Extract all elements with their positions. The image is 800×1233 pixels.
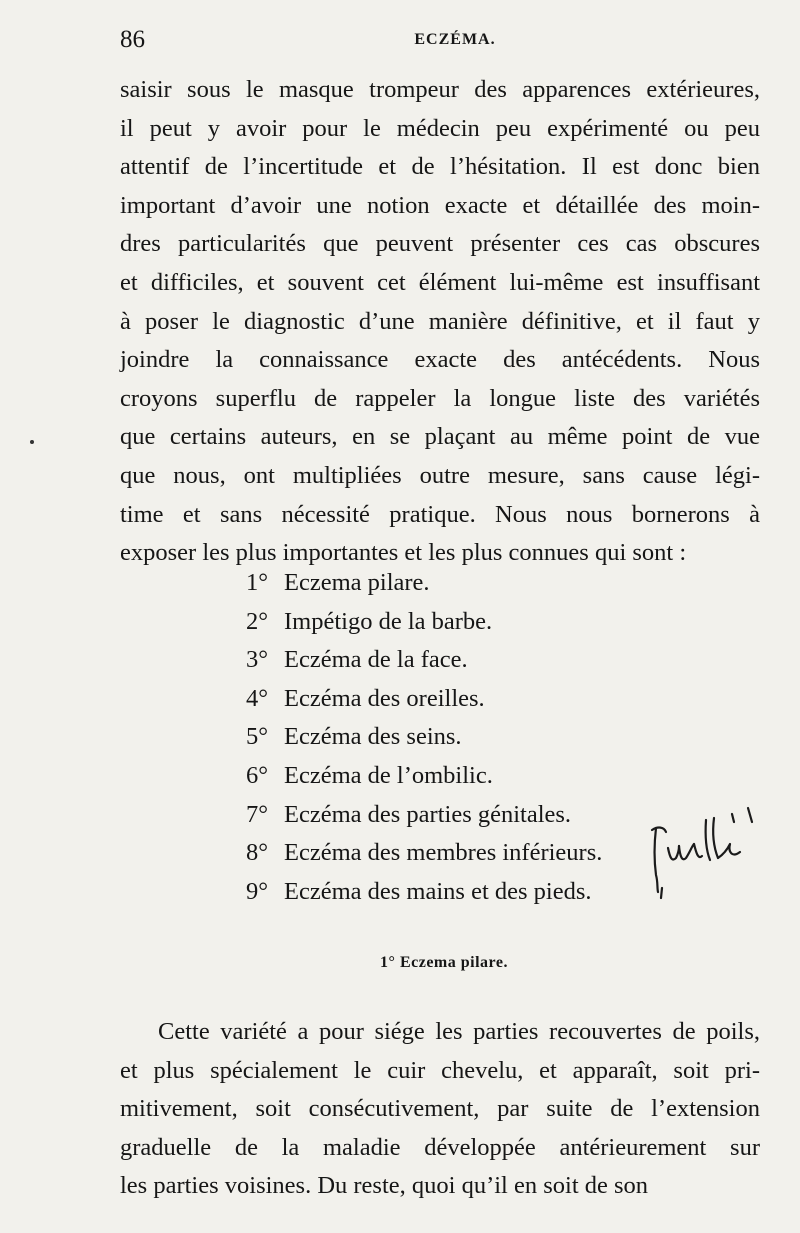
list-item <box>246 603 602 642</box>
running-head: ECZÉMA. <box>414 31 496 48</box>
text-line: à poser le diagnostic d’une manière définitive, et il faut y <box>120 307 760 335</box>
margin-dot <box>30 440 34 444</box>
text-line: mitivement, soit consécutivement, par suite de l’extension <box>120 1095 760 1123</box>
list-item-number: 4° <box>246 684 269 712</box>
paragraph-eczema-pilare <box>120 1013 760 1206</box>
text-line: graduelle de la maladie développée antérieurement sur <box>120 1133 760 1161</box>
list-item-number: 8° <box>246 839 269 867</box>
list-item-label: Eczema pilare. <box>284 569 430 596</box>
text-line: important d’avoir une notion exacte et détaillée des moin- <box>120 191 760 219</box>
list-item <box>246 680 602 719</box>
list-item-number: 3° <box>246 646 269 674</box>
text-line: saisir sous le masque trompeur des apparences extérieures, <box>120 76 760 103</box>
list-item-label: Impétigo de la barbe. <box>284 607 493 635</box>
list-item-label: Eczéma des seins. <box>284 723 462 751</box>
handwritten-signature <box>648 800 768 900</box>
text-line: les parties voisines. Du reste, quoi qu’il en soit de son <box>120 1172 649 1200</box>
list-item-number: 9° <box>246 877 269 905</box>
text-line: croyons superflu de rappeler la longue liste des variétés <box>120 384 760 412</box>
text-line: dres particularités que peuvent présenter ces cas obscures <box>120 230 760 258</box>
varieties-list <box>246 564 602 911</box>
list-item-number: 6° <box>246 761 269 789</box>
page-number: 86 <box>120 26 145 53</box>
text-line: il peut y avoir pour le médecin peu expérimenté ou peu <box>120 114 760 142</box>
text-line: et difficiles, et souvent cet élément lui-même est insuffisant <box>120 268 760 296</box>
section-title: 1° Eczema pilare. <box>380 954 508 971</box>
text-line: joindre la connaissance exacte des antécédents. Nous <box>120 346 760 374</box>
list-item-number: 1° <box>246 569 269 596</box>
list-item-label: Eczéma de la face. <box>284 646 468 674</box>
list-item <box>246 718 602 757</box>
text-line: Cette variété a pour siége les parties recouvertes de poils, <box>158 1018 760 1045</box>
text-line: que nous, ont multipliées outre mesure, sans cause légi- <box>120 461 760 489</box>
list-item <box>246 641 602 680</box>
list-item-label: Eczéma des membres inférieurs. <box>284 839 603 867</box>
list-item <box>246 757 602 796</box>
text-line: et plus spécialement le cuir chevelu, et apparaît, soit pri- <box>120 1056 760 1084</box>
text-line: que certains auteurs, en se plaçant au même point de vue <box>120 423 760 451</box>
list-item <box>246 873 602 912</box>
list-item-number: 7° <box>246 800 269 828</box>
list-item <box>246 796 602 835</box>
text-line: time et sans nécessité pratique. Nous nous bornerons à <box>120 500 760 528</box>
list-item <box>246 834 602 873</box>
page-header <box>120 26 760 60</box>
list-item <box>246 564 602 603</box>
list-item-label: Eczéma des mains et des pieds. <box>284 877 592 905</box>
paragraph-intro <box>120 71 760 573</box>
list-item-label: Eczéma de l’ombilic. <box>284 761 493 789</box>
list-item-label: Eczéma des oreilles. <box>284 684 485 712</box>
list-item-number: 2° <box>246 607 269 635</box>
signature-mark <box>648 800 768 900</box>
text-line: exposer les plus importantes et les plus connues qui sont : <box>120 539 687 567</box>
text-line: attentif de l’incertitude et de l’hésitation. Il est donc bien <box>120 153 760 181</box>
list-item-label: Eczéma des parties génitales. <box>284 800 572 828</box>
list-item-number: 5° <box>246 723 269 751</box>
